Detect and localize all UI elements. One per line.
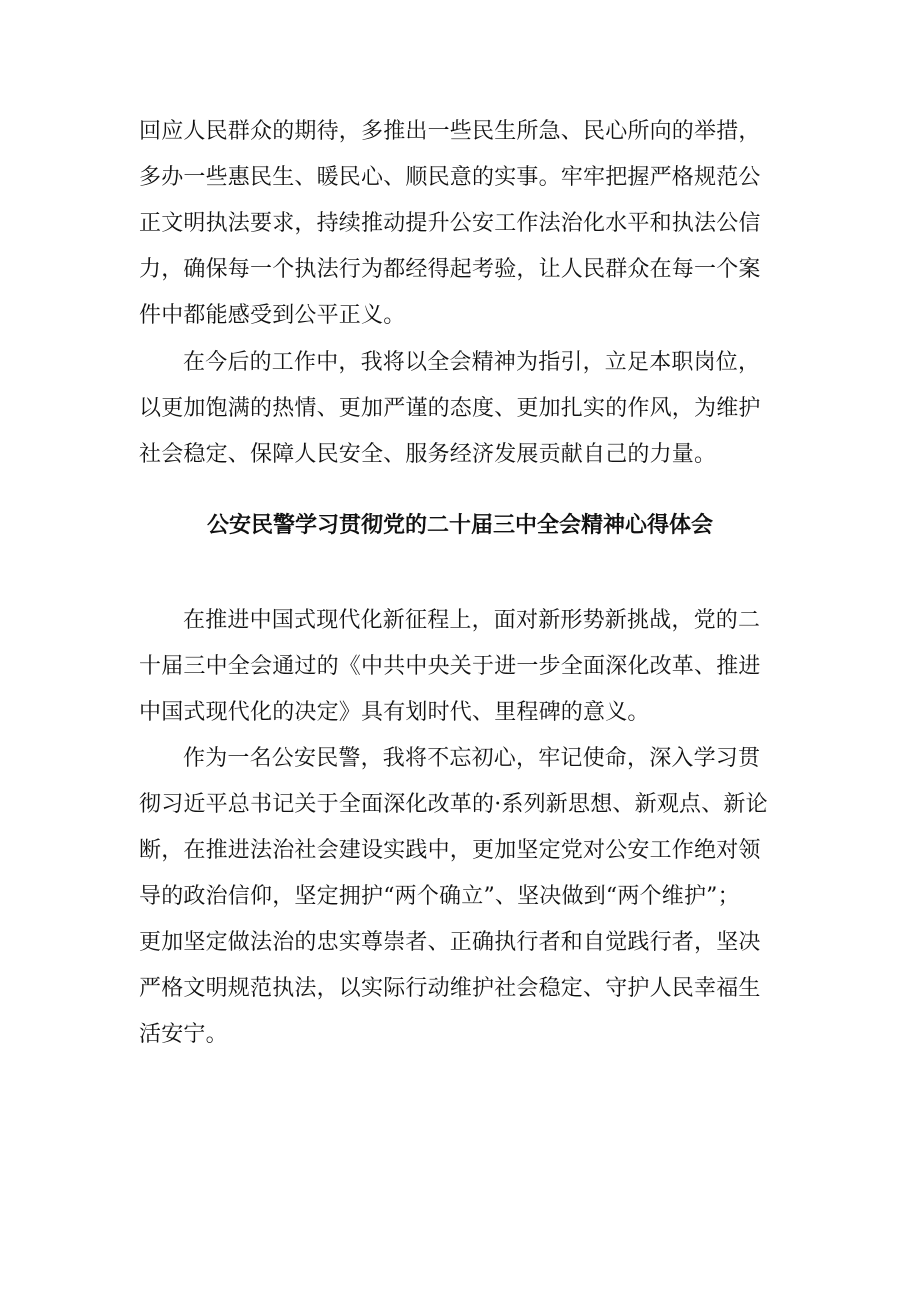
text-line: 中国式现代化的决定》具有划时代、里程碑的意义。 <box>139 700 650 725</box>
text-line: 回应人民群众的期待，多推出一些民生所急、民心所向的举措， <box>139 119 761 144</box>
text-line: 社会稳定、保障人民安全、服务经济发展贡献自己的力量。 <box>139 442 717 467</box>
text-line: 以更加饱满的热情、更加严谨的态度、更加扎实的作风，为维护 <box>139 396 761 421</box>
text-line: 件中都能感受到公平正义。 <box>139 303 406 328</box>
text-line: 多办一些惠民生、暖民心、顺民意的实事。牢牢把握严格规范公 <box>139 165 761 190</box>
text-line: 活安宁。 <box>139 1022 228 1047</box>
text-line: 力，确保每一个执法行为都经得起考验，让人民群众在每一个案 <box>139 257 761 282</box>
text-line: 导的政治信仰，坚定拥护“两个确立”、坚决做到“两个维护”； <box>139 884 740 909</box>
text-line: 正文明执法要求，持续推动提升公安工作法治化水平和执法公信 <box>139 211 761 236</box>
text-line: 严格文明规范执法，以实际行动维护社会稳定、守护人民幸福生 <box>139 976 761 1001</box>
text-line: 断，在推进法治社会建设实践中，更加坚定党对公安工作绝对领 <box>139 838 761 863</box>
text-line: 彻习近平总书记关于全面深化改革的·系列新思想、新观点、新论 <box>139 792 768 817</box>
text-line: 十届三中全会通过的《中共中央关于进一步全面深化改革、推进 <box>139 654 761 679</box>
text-line: 在推进中国式现代化新征程上，面对新形势新挑战，党的二 <box>183 608 761 633</box>
text-line: 更加坚定做法治的忠实尊崇者、正确执行者和自觉践行者，坚决 <box>139 930 761 955</box>
text-line: 作为一名公安民警，我将不忘初心，牢记使命，深入学习贯 <box>183 746 761 771</box>
section-title: 公安民警学习贯彻党的二十届三中全会精神心得体会 <box>206 512 713 538</box>
text-line: 在今后的工作中，我将以全会精神为指引，立足本职岗位， <box>183 350 761 375</box>
